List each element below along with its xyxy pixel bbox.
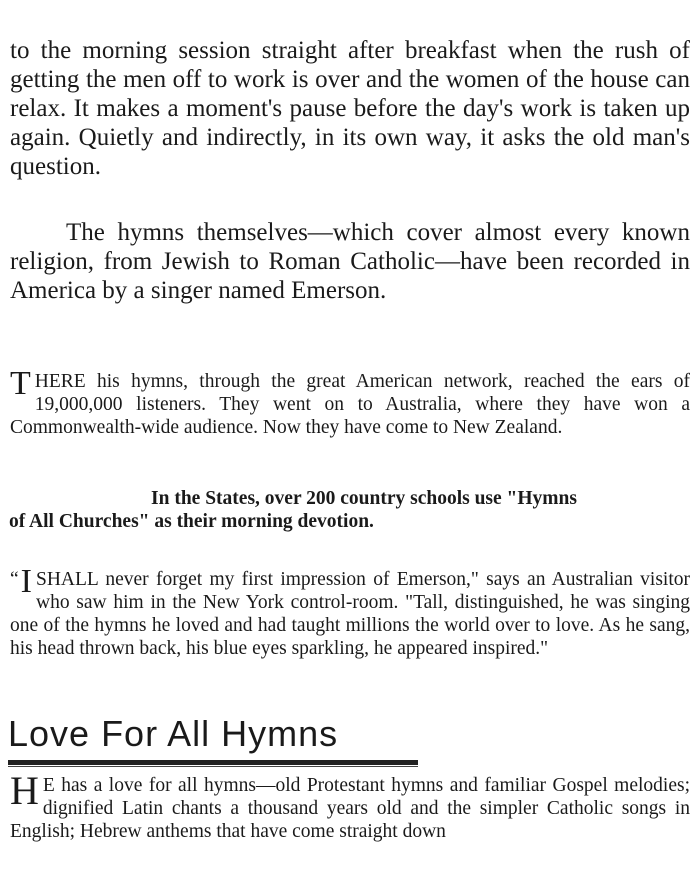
heading-rule — [8, 760, 418, 765]
drop-cap: H — [10, 768, 39, 813]
paragraph-network — [10, 365, 690, 439]
drop-cap: T — [10, 365, 31, 402]
paragraph-text: to the morning session straight after breakfast when the rush of getting the men off to work is over and the women of the house can relax. It makes a moment's pause before the day's work is taken up again. Quietly and indirectly, in its own way, it asks the old man's question. — [10, 37, 690, 180]
paragraph-text: E has a love for all hymns—old Protestant hymns and familiar Gospel melodies; dignified Latin chants a thousand years old and the simpler Catholic songs in English; Hebrew anthems that have come straight down — [10, 775, 690, 842]
drop-cap: I — [20, 563, 32, 600]
paragraph-morning-session — [10, 36, 690, 181]
heading-rule-thin — [8, 766, 418, 767]
paragraph-text: SHALL never forget my first impression of Emerson," says an Australian visitor who saw him in the New York control-room. "Tall, distinguished, he was singing one of the hymns he loved and had taught millions the world over to love. As he sang, his head thrown back, his blue eyes sparkling, he appeared inspired." — [10, 569, 690, 659]
paragraph-emerson-impression — [10, 563, 690, 660]
callout-line: of All Churches" as their morning devotion. — [9, 511, 374, 532]
callout-line: In the States, over 200 country schools use "Hymns — [151, 488, 577, 509]
section-heading: Love For All Hymns — [8, 713, 339, 754]
paragraph-hymns-recorded — [10, 218, 690, 305]
opening-quote: “ — [10, 569, 19, 590]
paragraph-text: HERE his hymns, through the great American network, reached the ears of 19,000,000 listeners. They went on to Australia, where they have won a Commonwealth-wide audience. Now they have come to New Zealand. — [10, 371, 690, 438]
callout-schools — [0, 487, 700, 533]
paragraph-love-for-hymns — [10, 768, 690, 843]
paragraph-text: The hymns themselves—which cover almost every known religion, from Jewish to Roman Catholic—have been recorded in America by a singer named Emerson. — [10, 219, 690, 304]
